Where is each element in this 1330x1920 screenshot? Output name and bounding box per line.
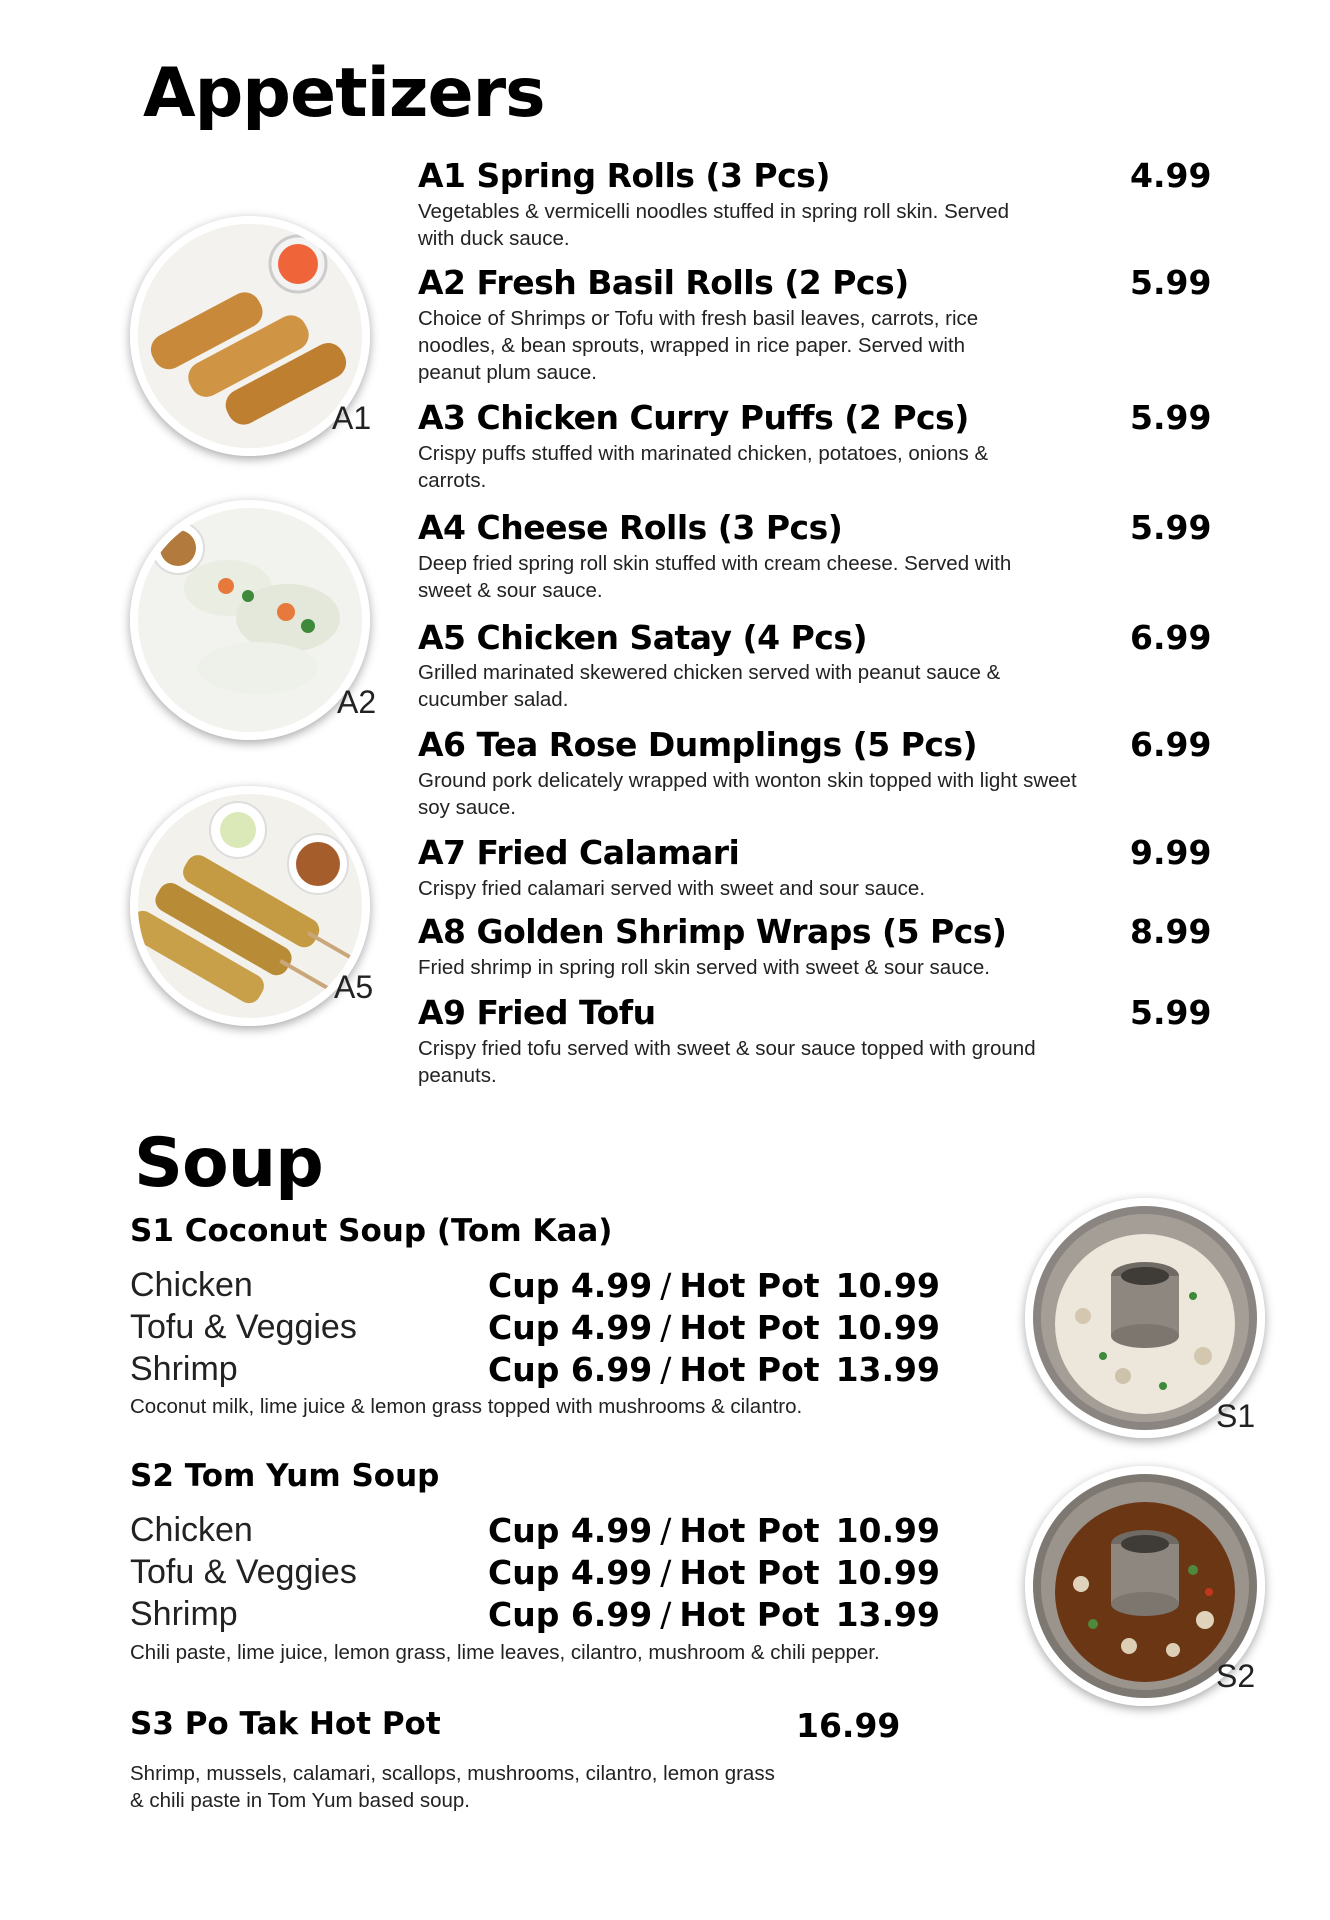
photo-label: S2 <box>1216 1658 1256 1694</box>
menu-item-price: 6.99 <box>1130 618 1212 657</box>
price-separator: / <box>660 1511 672 1550</box>
cup-price: Cup 4.99 <box>488 1553 653 1592</box>
menu-item-price: 6.99 <box>1130 725 1212 764</box>
appetizers-heading: Appetizers <box>143 54 545 133</box>
menu-item-description: Fried shrimp in spring roll skin served with sweet & sour sauce. <box>418 956 990 979</box>
soup-item-name: S1 Coconut Soup (Tom Kaa) <box>130 1213 613 1249</box>
soup-option-price <box>488 1511 940 1550</box>
soup-option-price <box>488 1350 940 1389</box>
soup-description: Coconut milk, lime juice & lemon grass topped with mushrooms & cilantro. <box>130 1395 803 1418</box>
cup-price: Cup 4.99 <box>488 1266 653 1305</box>
hot-pot-label: Hot Pot <box>679 1266 820 1305</box>
menu-item-name: A3 Chicken Curry Puffs (2 Pcs) <box>418 398 969 437</box>
soup-description-line-1: Shrimp, mussels, calamari, scallops, mushrooms, cilantro, lemon grass <box>130 1762 775 1785</box>
photo-label: S1 <box>1216 1398 1256 1434</box>
menu-item-name: A8 Golden Shrimp Wraps (5 Pcs) <box>418 912 1007 951</box>
menu-item-name: A7 Fried Calamari <box>418 833 740 872</box>
hot-pot-price: 10.99 <box>835 1511 940 1550</box>
hot-pot-price: 13.99 <box>835 1595 940 1634</box>
cup-price: Cup 6.99 <box>488 1595 653 1634</box>
soup-option-label: Tofu & Veggies <box>130 1308 357 1346</box>
cup-price: Cup 4.99 <box>488 1308 653 1347</box>
cup-price: Cup 6.99 <box>488 1350 653 1389</box>
menu-item-price: 5.99 <box>1130 263 1212 302</box>
hot-pot-price: 10.99 <box>835 1308 940 1347</box>
hot-pot-label: Hot Pot <box>679 1511 820 1550</box>
photo-label: A2 <box>337 684 377 720</box>
menu-item-price: 8.99 <box>1130 912 1212 951</box>
price-separator: / <box>660 1350 672 1389</box>
menu-item-description: Choice of Shrimps or Tofu with fresh basil leaves, carrots, rice noodles, & bean sprouts, wrapped in rice paper. Served with peanut plum sauce. <box>418 307 979 384</box>
menu-item-price: 5.99 <box>1130 508 1212 547</box>
soup-option-label: Shrimp <box>130 1595 238 1633</box>
menu-item-name: A9 Fried Tofu <box>418 993 656 1032</box>
menu-item-description: Ground pork delicately wrapped with wonton skin topped with light sweet soy sauce. <box>418 769 1077 819</box>
soup-heading: Soup <box>134 1124 323 1203</box>
photo-label: A5 <box>334 969 374 1005</box>
photo-label: A1 <box>332 400 372 436</box>
menu-item-description: Crispy fried calamari served with sweet and sour sauce. <box>418 877 926 900</box>
hot-pot-label: Hot Pot <box>679 1350 820 1389</box>
basil-rolls-photo <box>130 500 370 740</box>
menu-item-description: Crispy puffs stuffed with marinated chicken, potatoes, onions & carrots. <box>418 442 989 492</box>
menu-item-description: Grilled marinated skewered chicken served with peanut sauce & cucumber salad. <box>418 661 1001 711</box>
menu-item-description: Deep fried spring roll skin stuffed with cream cheese. Served with sweet & sour sauce. <box>418 552 1012 602</box>
soup-item-price: 16.99 <box>796 1706 901 1745</box>
menu-item-price: 5.99 <box>1130 398 1212 437</box>
price-separator: / <box>660 1553 672 1592</box>
soup-option-label: Chicken <box>130 1266 253 1304</box>
price-separator: / <box>660 1308 672 1347</box>
menu-item-name: A1 Spring Rolls (3 Pcs) <box>418 156 830 195</box>
hot-pot-price: 13.99 <box>835 1350 940 1389</box>
soup-option-label: Chicken <box>130 1511 253 1549</box>
menu-item-name: A2 Fresh Basil Rolls (2 Pcs) <box>418 263 909 302</box>
hot-pot-price: 10.99 <box>835 1553 940 1592</box>
menu-item-price: 9.99 <box>1130 833 1212 872</box>
menu-item-price: 4.99 <box>1130 156 1212 195</box>
soup-option-price <box>488 1308 940 1347</box>
soup-option-label: Shrimp <box>130 1350 238 1388</box>
hot-pot-label: Hot Pot <box>679 1553 820 1592</box>
menu-item-description: Crispy fried tofu served with sweet & sour sauce topped with ground peanuts. <box>418 1037 1036 1087</box>
menu-item-name: A5 Chicken Satay (4 Pcs) <box>418 618 868 657</box>
soup-description: Chili paste, lime juice, lemon grass, lime leaves, cilantro, mushroom & chili pepper. <box>130 1641 880 1664</box>
soup-option-price <box>488 1595 940 1634</box>
soup-item-name: S2 Tom Yum Soup <box>130 1458 440 1494</box>
menu-item-name: A4 Cheese Rolls (3 Pcs) <box>418 508 843 547</box>
hot-pot-label: Hot Pot <box>679 1595 820 1634</box>
cup-price: Cup 4.99 <box>488 1511 653 1550</box>
menu-item-name: A6 Tea Rose Dumplings (5 Pcs) <box>418 725 978 764</box>
price-separator: / <box>660 1266 672 1305</box>
soup-option-price <box>488 1266 940 1305</box>
hot-pot-label: Hot Pot <box>679 1308 820 1347</box>
soup-option-label: Tofu & Veggies <box>130 1553 357 1591</box>
soup-option-price <box>488 1553 940 1592</box>
price-separator: / <box>660 1595 672 1634</box>
menu-item-description: Vegetables & vermicelli noodles stuffed in spring roll skin. Served with duck sauce. <box>418 200 1010 250</box>
menu-item-price: 5.99 <box>1130 993 1212 1032</box>
hot-pot-price: 10.99 <box>835 1266 940 1305</box>
soup-description-line-2: & chili paste in Tom Yum based soup. <box>130 1789 470 1812</box>
soup-item-name: S3 Po Tak Hot Pot <box>130 1706 441 1742</box>
